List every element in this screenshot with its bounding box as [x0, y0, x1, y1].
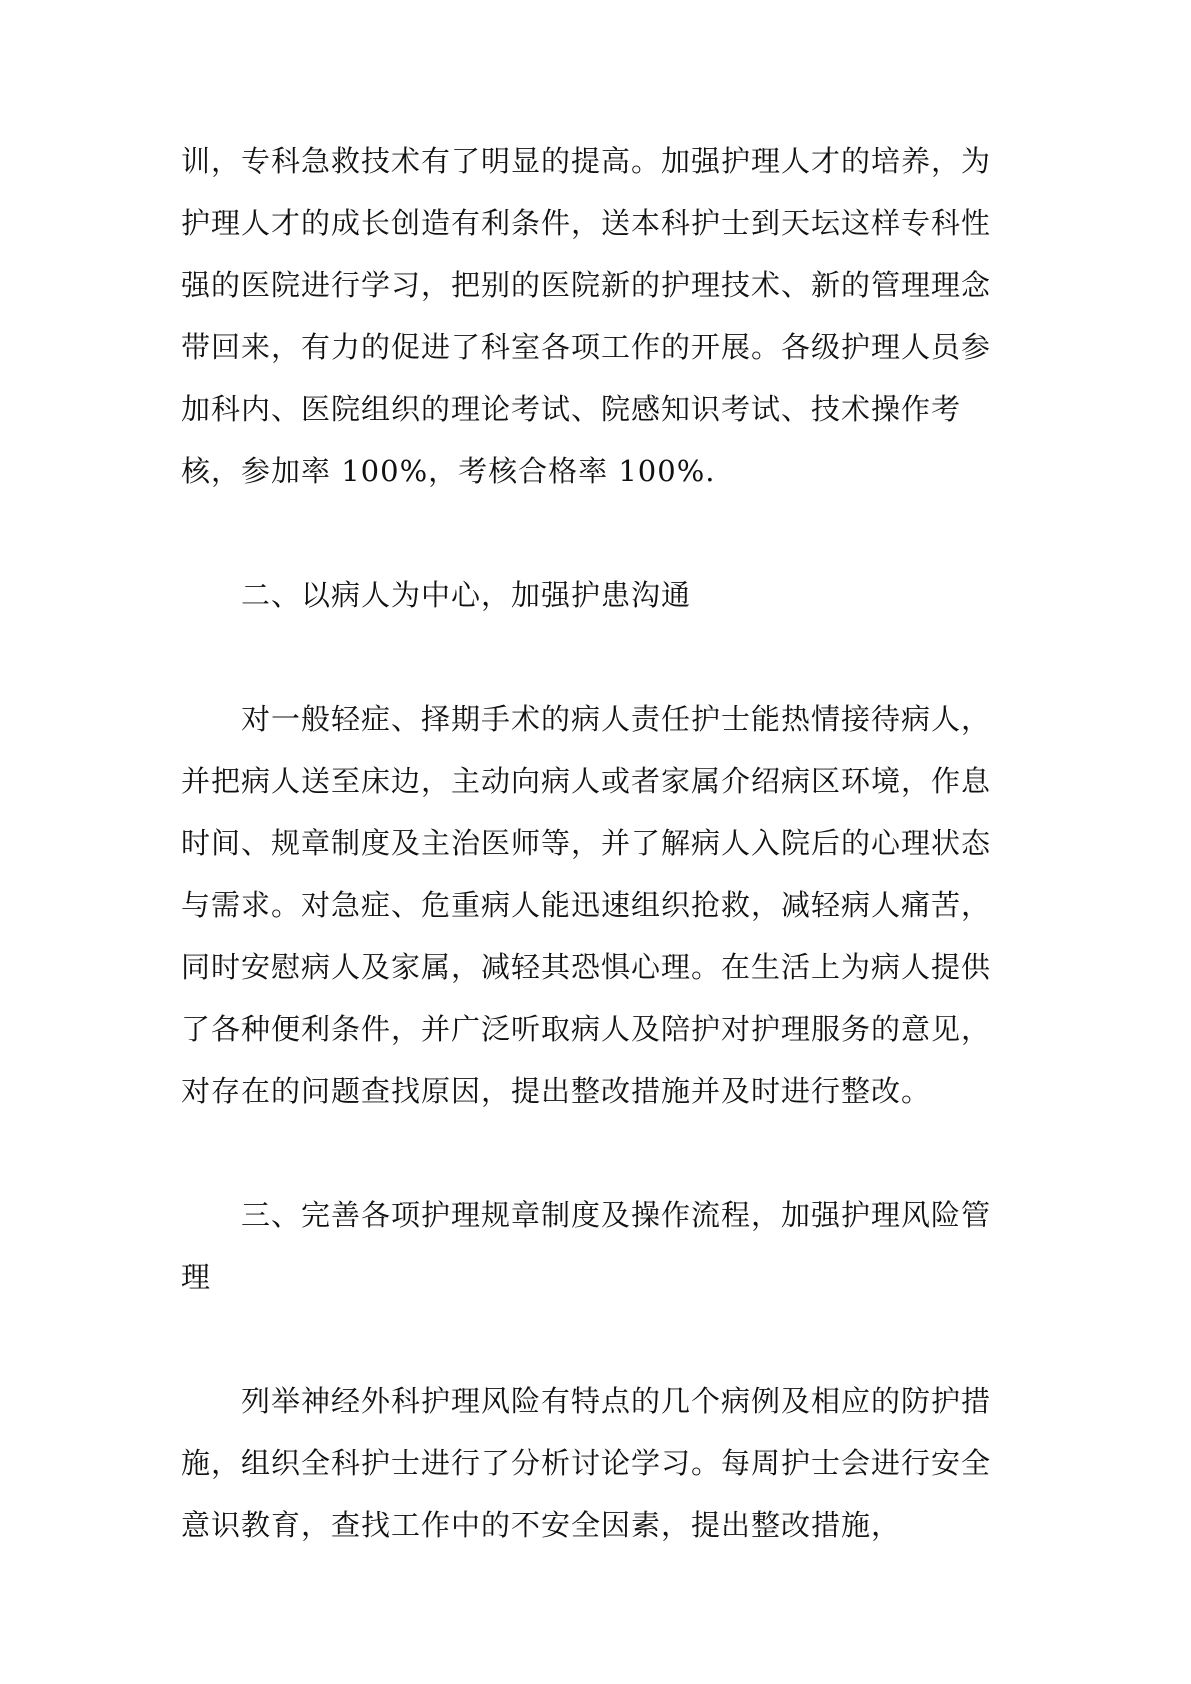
document-body: [181, 130, 1011, 1556]
paragraph-spacer: [181, 626, 1011, 688]
paragraph-patient-communication: 对一般轻症、择期手术的病人责任护士能热情接待病人，并把病人送至床边，主动向病人或者家属介绍病区环境，作息时间、规章制度及主治医师等，并了解病人入院后的心理状态与需求。对急症、危重病人能迅速组织抢救，减轻病人痛苦，同时安慰病人及家属，减轻其恐惧心理。在生活上为病人提供了各种便利条件，并广泛听取病人及陪护对护理服务的意见，对存在的问题查找原因，提出整改措施并及时进行整改。: [181, 702, 992, 1108]
paragraph-training: 训，专科急救技术有了明显的提高。加强护理人才的培养，为护理人才的成长创造有利条件，送本科护士到天坛这样专科性强的医院进行学习，把别的医院新的护理技术、新的管理理念带回来，有力的促进了科室各项工作的开展。各级护理人员参加科内、医院组织的理论考试、院感知识考试、技术操作考核，参加率 100%，考核合格率 100%.: [181, 144, 992, 488]
section-heading-risk-management: 三、完善各项护理规章制度及操作流程，加强护理风险管理: [181, 1198, 992, 1294]
section-heading-patient-centered: 二、以病人为中心，加强护患沟通: [241, 578, 692, 612]
paragraph-spacer: [181, 1122, 1011, 1184]
paragraph-spacer: [181, 502, 1011, 564]
paragraph-spacer: [181, 1308, 1011, 1370]
paragraph-risk-cases: 列举神经外科护理风险有特点的几个病例及相应的防护措施，组织全科护士进行了分析讨论学习。每周护士会进行安全意识教育，查找工作中的不安全因素，提出整改措施，: [181, 1384, 992, 1542]
